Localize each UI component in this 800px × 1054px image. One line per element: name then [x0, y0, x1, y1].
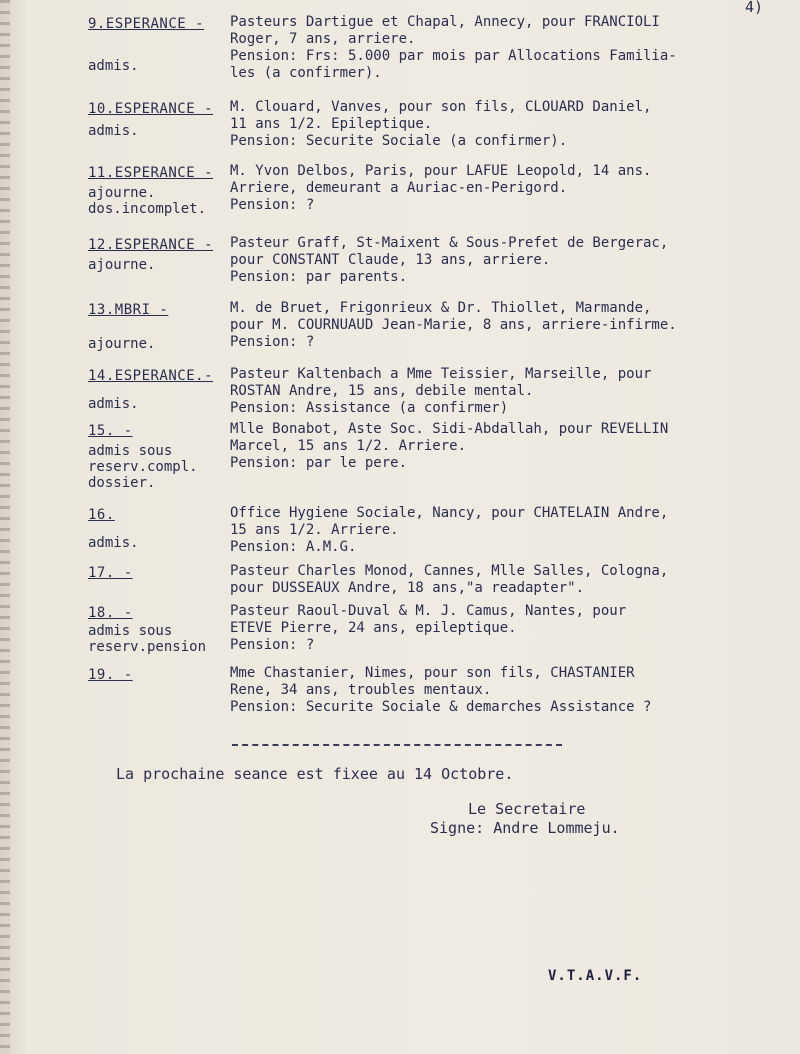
entry-heading: 16. [88, 507, 115, 523]
entry-text [230, 366, 790, 417]
entry-line: Mme Chastanier, Nimes, pour son fils, CHASTANIER [230, 665, 635, 681]
secretary-signature: Signe: Andre Lommeju. [430, 819, 620, 837]
entry-line: les (a confirmer). [230, 65, 382, 81]
entry-line: M. de Bruet, Frigonrieux & Dr. Thiollet, Marmande, [230, 300, 652, 316]
entry-line: 11 ans 1/2. Epileptique. [230, 116, 433, 132]
entry-line: Pension: ? [230, 637, 315, 653]
entry-text [230, 563, 790, 597]
entry-line: M. Yvon Delbos, Paris, pour LAFUE Leopold, 14 ans. [230, 163, 652, 179]
entry-line: Pension: Assistance (a confirmer) [230, 400, 509, 416]
entry-line: Pension: Securite Sociale (a confirmer). [230, 133, 568, 149]
entry-line: Pension: Frs: 5.000 par mois par Allocations Familia- [230, 48, 677, 64]
entry-line: Pasteur Kaltenbach a Mme Teissier, Marseille, pour [230, 366, 652, 382]
entry-line: Pasteurs Dartigue et Chapal, Annecy, pour FRANCIOLI [230, 14, 660, 30]
entry-line: Mlle Bonabot, Aste Soc. Sidi-Abdallah, pour REVELLIN [230, 421, 669, 437]
entry-line: Pension: Securite Sociale & demarches Assistance ? [230, 699, 652, 715]
entry-text [230, 99, 790, 150]
entry-line: Office Hygiene Sociale, Nancy, pour CHATELAIN Andre, [230, 505, 669, 521]
entry-heading: 9.ESPERANCE - [88, 16, 205, 32]
entry-heading: 19. - [88, 667, 133, 683]
entry-line: Pasteur Raoul-Duval & M. J. Camus, Nantes, pour [230, 603, 627, 619]
entry-status: admis. [88, 396, 139, 412]
stamp-mark: V.T.A.V.F. [548, 968, 643, 984]
entry-heading: 11.ESPERANCE - [88, 165, 214, 181]
entry-status: admis. [88, 123, 139, 139]
entry-line: Pension: A.M.G. [230, 539, 357, 555]
entry-heading: 15. - [88, 423, 133, 439]
next-meeting-note: La prochaine seance est fixee au 14 Octobre. [116, 765, 514, 783]
entry-line: pour CONSTANT Claude, 13 ans, arriere. [230, 252, 551, 268]
secretary-title: Le Secretaire [468, 800, 586, 818]
entry-line: Rene, 34 ans, troubles mentaux. [230, 682, 492, 698]
entry-status: admis sous reserv.compl. dossier. [88, 443, 198, 491]
entry-text [230, 421, 790, 472]
entry-status: ajourne. [88, 257, 156, 273]
entry-line: 15 ans 1/2. Arriere. [230, 522, 399, 538]
entry-text [230, 300, 790, 351]
entry-line: Arriere, demeurant a Auriac-en-Perigord. [230, 180, 568, 196]
entry-text [230, 163, 790, 214]
entry-line: M. Clouard, Vanves, pour son fils, CLOUARD Daniel, [230, 99, 652, 115]
entry-line: Pension: ? [230, 197, 315, 213]
binding-edge [0, 0, 10, 1054]
entry-line: pour M. COURNUAUD Jean-Marie, 8 ans, arriere-infirme. [230, 317, 677, 333]
entry-line: ETEVE Pierre, 24 ans, epileptique. [230, 620, 517, 636]
entry-status: admis. [88, 535, 139, 551]
entry-heading: 13.MBRI - [88, 302, 169, 318]
entry-line: ROSTAN Andre, 15 ans, debile mental. [230, 383, 534, 399]
entry-heading: 17. - [88, 565, 133, 581]
entry-text [230, 14, 790, 82]
entry-line: Roger, 7 ans, arriere. [230, 31, 416, 47]
entry-heading: 12.ESPERANCE - [88, 237, 214, 253]
entry-line: Pension: ? [230, 334, 315, 350]
entry-text [230, 505, 790, 556]
entry-heading: 14.ESPERANCE.- [88, 368, 214, 384]
entry-heading: 10.ESPERANCE - [88, 101, 214, 117]
entry-heading: 18. - [88, 605, 133, 621]
entry-text [230, 665, 790, 716]
page-number: 4) [745, 0, 764, 16]
entry-line: Marcel, 15 ans 1/2. Arriere. [230, 438, 467, 454]
entry-line: Pasteur Graff, St-Maixent & Sous-Prefet de Bergerac, [230, 235, 669, 251]
entry-status: ajourne. dos.incomplet. [88, 185, 207, 217]
entry-text [230, 235, 790, 286]
section-divider [232, 744, 562, 746]
entry-line: Pasteur Charles Monod, Cannes, Mlle Salles, Cologna, [230, 563, 669, 579]
entry-line: Pension: par le pere. [230, 455, 408, 471]
entry-line: pour DUSSEAUX Andre, 18 ans,"a readapter". [230, 580, 585, 596]
entry-text [230, 603, 790, 654]
entry-line: Pension: par parents. [230, 269, 408, 285]
entry-status: admis sous reserv.pension [88, 623, 207, 655]
entry-status: ajourne. [88, 336, 156, 352]
entry-status: admis. [88, 58, 139, 74]
